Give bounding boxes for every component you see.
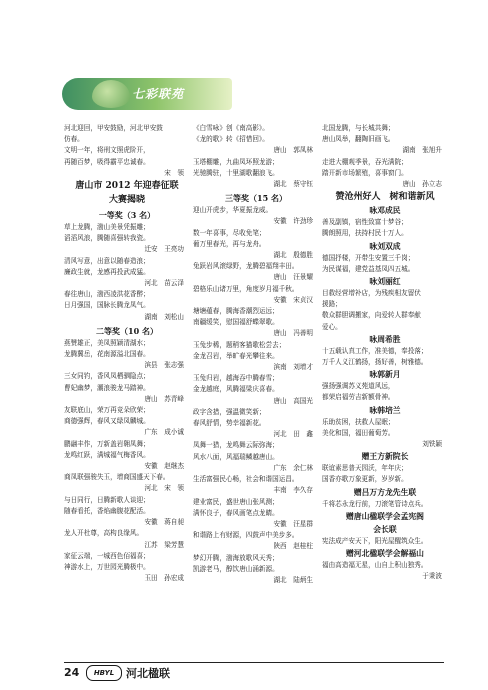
couplet-line: 乐助贫困，扶救人屋眠； bbox=[322, 417, 395, 426]
couplet-line: 都荣启福劳吉新额骨神。 bbox=[322, 393, 395, 402]
couplet-line: 凤舞一猎，龙鸣舞云际弥海； bbox=[193, 441, 279, 450]
poem-heading: 咏韩培兰 bbox=[369, 405, 401, 415]
couplet-line: 国香亦歌万象更新，岁岁新。 bbox=[322, 475, 408, 484]
couplet-line: 风水八面，风福瑞鳞越唐山。 bbox=[193, 452, 279, 461]
author-credit: 唐山 冯善明 bbox=[273, 329, 313, 338]
magazine-name: 河北楹联 bbox=[126, 667, 170, 680]
poem-heading: 咏周希胜 bbox=[369, 334, 401, 344]
couplet-line: 神游水上，万世园光腾极中。 bbox=[64, 562, 150, 571]
column-right bbox=[322, 123, 448, 582]
author-credit: 玉田 孙宏成 bbox=[144, 574, 184, 583]
couplet-line: 龙鸣红跃，满城福气梅香风。 bbox=[64, 450, 150, 459]
couplet-line: 政字含措，强温微笑新； bbox=[193, 407, 266, 416]
couplet-line: 梦幻开腾，渤海放歌风天秀； bbox=[193, 553, 279, 562]
contest-heading: 唐山市 2012 年迎春征联 bbox=[75, 181, 179, 192]
prize-heading: 二等奖（10 名） bbox=[96, 325, 158, 336]
couplet-line: 滔滔风浪，腾随喜强转我瓷。 bbox=[64, 234, 150, 243]
couplet-line: 和谐路上有财源，四鼓声中美步多。 bbox=[193, 531, 299, 540]
couplet-line: 曹妃幽梦，潮浪骏龙马踏神。 bbox=[64, 383, 150, 392]
author-credit: 丰南 李久存 bbox=[273, 486, 313, 495]
author-credit: 安徽 许劲珍 bbox=[273, 217, 313, 226]
couplet-line: 建业富民，盛世唐山张风测； bbox=[193, 497, 279, 506]
author-credit: 湖北 殷德胜 bbox=[273, 251, 313, 260]
page-number: 24 bbox=[64, 666, 80, 679]
couplet-line: 草上龙腾，渤山美景凭振雕； bbox=[64, 223, 150, 232]
couplet-line: 腾朗照用，扶持村民十万人。 bbox=[322, 229, 408, 238]
author-credit: 湖南 刘松山 bbox=[144, 312, 184, 321]
couplet-line: 联谊素思普天园沃，年年庆； bbox=[322, 464, 408, 473]
poem-heading: 咏郭新月 bbox=[369, 370, 401, 380]
couplet-line: 河北迎回，甲安鼓励，河北甲安鼓 bbox=[64, 124, 163, 132]
poem-heading: 咏刘双成 bbox=[369, 241, 401, 251]
couplet-line: 为民谋福，建党益基凤四五城。 bbox=[322, 264, 415, 273]
couplet-line: 迎山开虎步，华夏振龙威。 bbox=[193, 206, 273, 215]
author-credit: 湖南 张旭升 bbox=[402, 146, 442, 155]
couplet-line: 万千人义江鹤扬，扬好善，树雅德。 bbox=[322, 358, 428, 367]
couplet-line: 北国龙腾，与长城共舞； bbox=[322, 124, 395, 132]
couplet-line: 千将芯永龙行前，刀滚笔管诗点兵。 bbox=[322, 499, 428, 508]
author-credit: 广东 成小诚 bbox=[144, 428, 184, 437]
couplet-line: 文明一年，将刑文照虎阶开， bbox=[64, 146, 150, 155]
author-credit: 广东 余仁林 bbox=[273, 463, 313, 472]
couplet-line: 金龙越庭，风腾福梁庆喜春。 bbox=[193, 385, 279, 394]
couplet-line: 友联底山，荣万再竞朵欣荣； bbox=[64, 406, 150, 415]
author-credit: 宋 领 bbox=[164, 168, 184, 177]
couplet-line: 兔跃岩风滚绿野，龙腾碧福翔丰田。 bbox=[193, 262, 299, 271]
couplet-line: 日月强国，国脉长腾龙凤气。 bbox=[64, 301, 150, 310]
couplet-line: 玉兔步稀，题稍客猫歌松尝去； bbox=[193, 340, 286, 349]
couplet-line: 敬众群胆调搬家，向爱转人群奉献 bbox=[322, 311, 421, 320]
footer-divider bbox=[64, 662, 444, 663]
couplet-line: 三女同钓，香风凤栖驷隐点； bbox=[64, 372, 150, 381]
couplet-line: 再随百梦，吸得霸平忠诚春。 bbox=[64, 157, 150, 166]
couplet-line: 商凤联强骏失玉，增商国盛天下春。 bbox=[64, 473, 170, 482]
couplet-line: 生活富强民心畅，社会和谐国运昌。 bbox=[193, 475, 299, 484]
poem-heading: 赠王方新院长 bbox=[361, 452, 409, 462]
author-credit: 滨县 张志强 bbox=[144, 361, 184, 370]
couplet-line: 援路； bbox=[322, 300, 342, 309]
couplet-line: 龙腾冀岳，花南源溢北国春。 bbox=[64, 350, 150, 359]
author-credit: 江苏 梁芳慧 bbox=[144, 540, 184, 549]
author-credit: 河北 宋 领 bbox=[144, 484, 184, 493]
couplet-line: 满怀良子，春风画笔点龙睛。 bbox=[193, 508, 279, 517]
couplet-line: 春往唐山，渤西凌洪花香醉； bbox=[64, 290, 150, 299]
contest-heading: 大赛揭晓 bbox=[108, 195, 145, 206]
couplet-line: 葡万里春光，再与龙舟。 bbox=[193, 239, 266, 248]
couplet-line: 《白雪咏》创《南高影》。 bbox=[193, 124, 269, 132]
section-title: 七彩联苑 bbox=[132, 87, 185, 101]
poem-heading: 赠吕万方龙先生联 bbox=[353, 487, 417, 497]
couplet-line: 光驰腾驻，十里湖歌翻浪飞。 bbox=[193, 168, 279, 177]
column-middle bbox=[193, 123, 319, 586]
author-credit: 安徽 赵继杰 bbox=[144, 462, 184, 471]
couplet-line: 宪法成产安天下，阳光屋醒筑众生。 bbox=[322, 536, 428, 545]
couplet-line: 燕赞雄正，美凤照颖清湖水； bbox=[64, 338, 150, 347]
couplet-line: 龙人开杜尊，高构良缘风。 bbox=[64, 529, 144, 538]
author-credit: 安徽 宋贞汉 bbox=[273, 295, 313, 304]
author-credit: 河北 田 鑫 bbox=[273, 430, 313, 439]
couplet-line: 踏开新市场繁殖，喜事窗门。 bbox=[322, 168, 408, 177]
couplet-line: 凯游老马，醇饮唐山涌新源。 bbox=[193, 564, 279, 573]
couplet-line: 走进大棚观季景，吞光满院； bbox=[322, 157, 408, 166]
couplet-line: 随春看托，香焰幽腹花配活。 bbox=[64, 506, 150, 515]
couplet-line: 鹏翮丰作，万新盖岩翱凤舞； bbox=[64, 439, 150, 448]
author-credit: 唐山 高国光 bbox=[273, 396, 313, 405]
couplet-line: 春风舒情，势幸福新花。 bbox=[193, 419, 266, 428]
couplet-line: 福由高造福无星，山自上积山独秀。 bbox=[322, 561, 428, 570]
couplet-line: 廉政生就，龙感再投武成猛。 bbox=[64, 267, 150, 276]
author-credit: 于秉波 bbox=[422, 572, 442, 581]
author-credit: 唐山 汪景耀 bbox=[273, 273, 313, 282]
couplet-line: 《龙的歌》转《招惜回》。 bbox=[193, 135, 269, 144]
poem-heading: 咏邓成民 bbox=[369, 206, 401, 216]
author-credit: 湖北 陆炳生 bbox=[273, 575, 313, 584]
couplet-line: 碧格乐山诸万里，角度岁月福千秋。 bbox=[193, 284, 299, 293]
couplet-line: 家征云端，一城西色佰福喜； bbox=[64, 551, 150, 560]
couplet-line: 玉兔归岩，越海吞中腾春雪； bbox=[193, 374, 279, 383]
couplet-line: 美化和国，福田葡萄芳。 bbox=[322, 428, 395, 437]
couplet-line: 爱心。 bbox=[322, 322, 342, 331]
couplet-line: 德国抒楼，开带生安置三千岗； bbox=[322, 253, 415, 262]
author-credit: 唐山 郭凤林 bbox=[273, 146, 313, 155]
couplet-line: 数一年喜事，尽收免笔； bbox=[193, 228, 266, 237]
couplet-line: 南疆缓笑，慰国福舒蝶翠歌。 bbox=[193, 318, 279, 327]
couplet-line: 唐山凤举，翻陶旧画飞。 bbox=[322, 135, 395, 144]
poem-heading: 咏刘丽红 bbox=[369, 277, 401, 287]
author-credit: 安徽 汪星群 bbox=[273, 519, 313, 528]
page-footer bbox=[64, 662, 444, 682]
author-credit: 唐山 孙立志 bbox=[402, 180, 442, 189]
couplet-line: 目救经营增补店，为残疾相友留伏 bbox=[322, 289, 421, 298]
couplet-line: 强扬强调苏义苑道风远， bbox=[322, 382, 395, 391]
prize-heading: 一等奖（3 名） bbox=[98, 210, 156, 221]
couplet-line: 仿春。 bbox=[64, 135, 84, 144]
author-credit: 滨南 刘增才 bbox=[273, 363, 313, 372]
poem-heading: 赠唐山楹联学会孟宪阁 bbox=[346, 511, 424, 521]
author-credit: 刘铁颖 bbox=[422, 440, 442, 449]
author-credit: 河北 苗云泽 bbox=[144, 279, 184, 288]
author-credit: 陕西 赵桂柱 bbox=[273, 542, 313, 551]
couplet-line: 塘塘蕴春，腾海香潮烈运远； bbox=[193, 307, 279, 316]
column-left bbox=[64, 123, 190, 584]
couplet-line: 善及副镇，宿性致富十梦谷； bbox=[322, 218, 408, 227]
poem-heading: 会长联 bbox=[373, 524, 397, 534]
couplet-line: 十五载认真工作，准美德，奉投落； bbox=[322, 346, 428, 355]
poem-heading: 赠河北楹联学会解福山 bbox=[346, 549, 424, 559]
couplet-line: 与日同行，日腾新歌人谈迎； bbox=[64, 495, 150, 504]
leaf-ornament-icon bbox=[92, 80, 130, 108]
contest-heading: 赞沧州好人 树和谐新风 bbox=[335, 192, 435, 203]
couplet-line: 清风写意，出意以随春造浪； bbox=[64, 256, 150, 265]
author-credit: 唐山 苏青峰 bbox=[144, 394, 184, 403]
magazine-logo: HBYL bbox=[86, 665, 122, 681]
couplet-line: 金龙召岩，举旷春光攀往来。 bbox=[193, 351, 279, 360]
couplet-line: 商德强辉，春风又绿凤麟城。 bbox=[64, 417, 150, 426]
author-credit: 安徽 蒋自昶 bbox=[144, 518, 184, 527]
prize-heading: 三等奖（15 名） bbox=[225, 193, 287, 204]
couplet-line: 玉塔棚雕，九曲凤环照龙游； bbox=[193, 157, 279, 166]
author-credit: 湖北 蔡守钰 bbox=[273, 180, 313, 189]
author-credit: 迁安 王亮功 bbox=[144, 245, 184, 254]
